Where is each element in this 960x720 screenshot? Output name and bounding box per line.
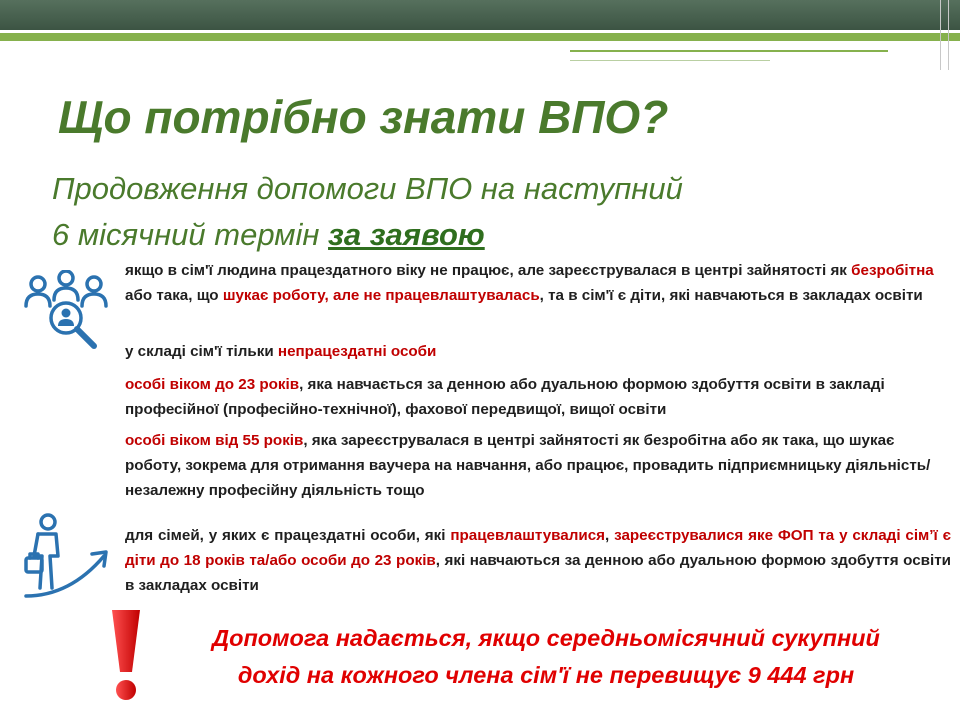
decor-vline [940,0,941,70]
item-highlight: шукає роботу, але не працевлаштувалась [222,287,540,304]
item-text: , [605,527,615,544]
page-subtitle [52,166,683,258]
item-highlight: зареєструвалися яке ФОП та у складі сім’ї є діти до 18 років та/або особи до 23 років [125,527,951,569]
decor-line [570,50,888,52]
decor-vline [948,0,949,70]
item-text: , яка зареєструвалася в центрі зайнятості як безробітна або як така, що шукає роботу, зокрема для отримання ваучера на навчання, або працює, провадить підприємницьку діяльність/незалежну професійну діяльність тощо [125,432,931,499]
item-highlight: безробітна [851,262,934,279]
subtitle-line1: Продовження допомоги ВПО на наступний [52,171,683,206]
page-title: Що потрібно знати ВПО? [58,91,669,143]
item-highlight: непрацездатні особи [277,343,437,360]
item-unemployed [125,258,951,308]
item-text: , та в сім'ї є діти, які навчаються в закладах освіти [539,287,923,304]
subtitle-emphasis: за заявою [328,217,485,252]
item-text: якщо в сім'ї людина працездатного віку не працює, але зареєструвалася в центрі зайнятості як [125,262,852,279]
top-banner [0,0,960,30]
item-under-23 [125,372,951,422]
subtitle-line2 [52,212,683,258]
item-text: для сімей, у яких є працездатні особи, які [125,527,451,544]
item-highlight: особі віком від 55 років [125,432,304,449]
item-disabled-only [125,339,951,364]
item-text: , яка навчається за денною або дуальною формою здобуття освіти в закладі професійної (професійно-технічної), фахової передвищої, вищої освіти [125,376,885,418]
item-text: або така, що [125,287,223,304]
decor-line [570,60,770,61]
item-over-55 [125,428,951,503]
item-highlight: працевлаштувалися [450,527,606,544]
people-search-icon [22,270,110,352]
subtitle-line2-prefix: 6 місячний термін [52,217,329,252]
item-highlight: особі віком до 23 років [125,376,300,393]
notice-line2: дохід на кожного члена сім'ї не перевищує 9 444 грн [237,662,855,688]
item-employed-families [125,523,951,598]
item-text: , які навчаються за денною або дуальною формою здобуття освіти в закладах освіти [125,552,951,594]
career-growth-icon [20,512,116,600]
item-text: у складі сім'ї тільки [125,343,278,360]
accent-stripe [0,33,960,41]
income-notice [166,620,926,694]
notice-line1: Допомога надається, якщо середньомісячний сукупний [212,625,880,651]
exclamation-icon [104,606,148,702]
